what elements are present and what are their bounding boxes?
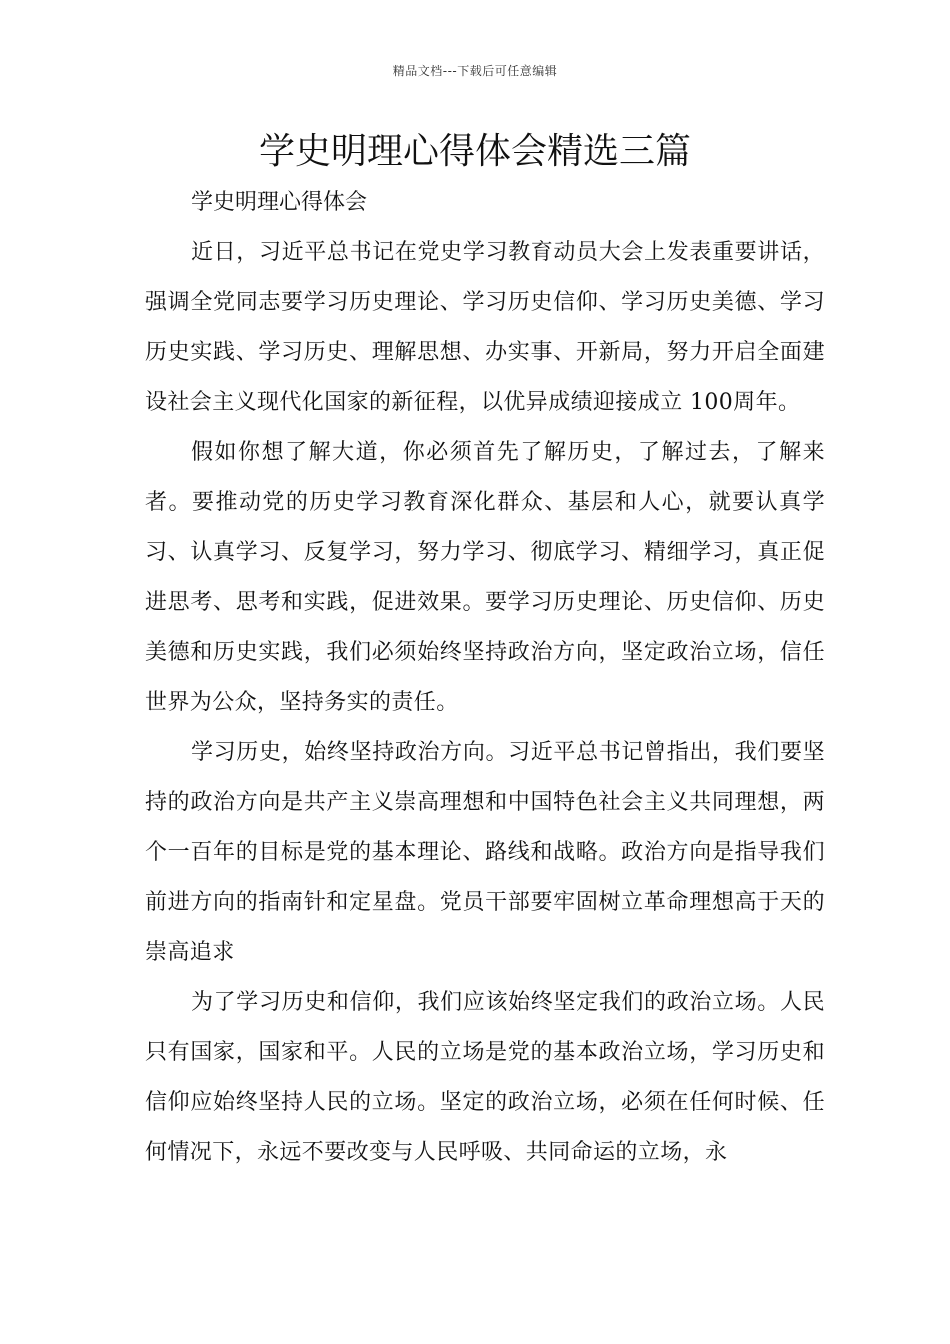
document-subtitle: 学史明理心得体会	[191, 190, 368, 215]
page-header-caption: 精品文档---下载后可任意编辑	[392, 64, 558, 78]
paragraph-1: 近日，习近平总书记在党史学习教育动员大会上发表重要讲话，强调全党同志要学习历史理论、学习历史信仰、学习历史美德、学习历史实践、学习历史、理解思想、办实事、开新局，努力开启全面建设社会主义现代化国家的新征程，以优异成绩迎接成立 100周年。	[145, 240, 825, 415]
paragraph-3: 学习历史，始终坚持政治方向。习近平总书记曾指出，我们要坚持的政治方向是共产主义崇高理想和中国特色社会主义共同理想，两个一百年的目标是党的基本理论、路线和战略。政治方向是指导我们前进方向的指南针和定星盘。党员干部要牢固树立革命理想高于天的崇高追求	[145, 740, 825, 965]
paragraph-2: 假如你想了解大道，你必须首先了解历史，了解过去，了解来者。要推动党的历史学习教育深化群众、基层和人心，就要认真学习、认真学习、反复学习，努力学习、彻底学习、精细学习，真正促进思考、思考和实践，促进效果。要学习历史理论、历史信仰、历史美德和历史实践，我们必须始终坚持政治方向，坚定政治立场，信任世界为公众，坚持务实的责任。	[145, 440, 825, 715]
paragraph-4: 为了学习历史和信仰，我们应该始终坚定我们的政治立场。人民只有国家，国家和平。人民的立场是党的基本政治立场，学习历史和信仰应始终坚持人民的立场。坚定的政治立场，必须在任何时候、任何情况下，永远不要改变与人民呼吸、共同命运的立场，永	[145, 990, 825, 1165]
document-body	[145, 178, 825, 1178]
document-title: 学史明理心得体会精选三篇	[258, 131, 691, 172]
